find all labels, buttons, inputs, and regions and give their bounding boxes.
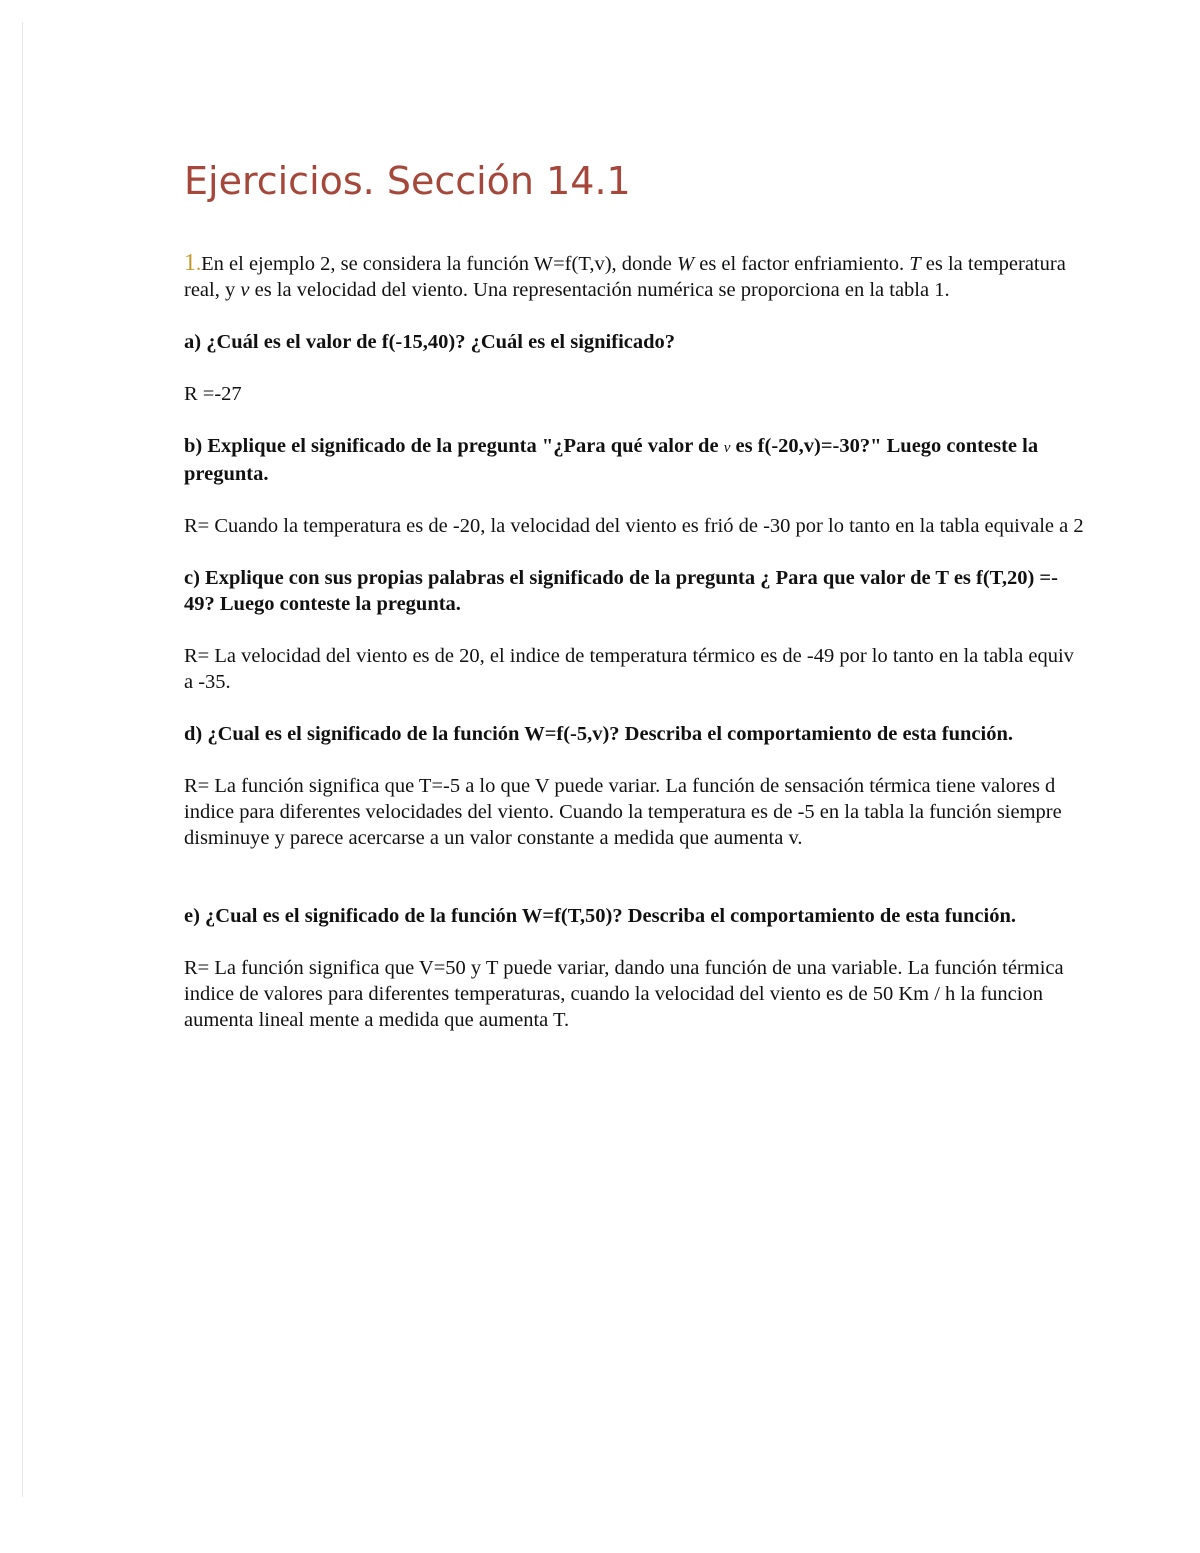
intro-var-w: W: [677, 253, 695, 275]
answer-b: R= Cuando la temperatura es de -20, la velocidad del viento es frió de -30 por lo tanto en la tabla equivale a 2: [184, 515, 1084, 537]
intro-text-d: real, y: [184, 279, 241, 301]
answer-e-line-2: indice de valores para diferentes temperaturas, cuando la velocidad del viento es de 50 Km / h la funcion: [184, 983, 1043, 1005]
question-b-var-v: v: [723, 440, 731, 456]
intro-line-2: [184, 277, 1200, 303]
exercise-number: 1: [184, 250, 196, 276]
question-c-line-1: c) Explique con sus propias palabras el significado de la pregunta ¿ Para que valor de T es f(T,20) =-: [184, 567, 1058, 589]
intro-line-1: [184, 250, 1200, 277]
answer-c-line-1: R= La velocidad del viento es de 20, el indice de temperatura térmico es de -49 por lo tanto en la tabla equiv: [184, 645, 1074, 667]
page-title: Ejercicios. Sección 14.1: [184, 159, 631, 203]
question-b-line-2: pregunta.: [184, 463, 269, 485]
intro-var-v: v: [240, 279, 250, 301]
intro-text-c: es la temperatura: [920, 253, 1066, 275]
intro-text-b: es el factor enfriamiento.: [694, 253, 910, 275]
document-body: [184, 150, 1200, 1033]
answer-a: R =-27: [184, 383, 242, 405]
answer-d-line-3: disminuye y parece acercarse a un valor constante a medida que aumenta v.: [184, 827, 803, 849]
answer-c-line-2: a -35.: [184, 671, 231, 693]
answer-d-line-2: indice para diferentes velocidades del viento. Cuando la temperatura es de -5 en la tabla la función siempre: [184, 801, 1062, 823]
intro-text-e: es la velocidad del viento. Una representación numérica se proporciona en la tabla 1.: [249, 279, 950, 301]
question-d: d) ¿Cual es el significado de la función W=f(-5,v)? Describa el comportamiento de esta función.: [184, 723, 1013, 745]
question-b-line-1: [184, 433, 1200, 461]
answer-e-line-1: R= La función significa que V=50 y T puede variar, dando una función de una variable. La función térmica: [184, 957, 1064, 979]
question-a: a) ¿Cuál es el valor de f(-15,40)? ¿Cuál es el significado?: [184, 331, 676, 353]
question-c-line-2: 49? Luego conteste la pregunta.: [184, 593, 461, 615]
question-b-text-a: b) Explique el significado de la pregunta "¿Para qué valor de: [184, 435, 724, 457]
answer-d-line-1: R= La función significa que T=-5 a lo que V puede variar. La función de sensación térmica tiene valores d: [184, 775, 1056, 797]
answer-e-line-3: aumenta lineal mente a medida que aumenta T.: [184, 1009, 570, 1031]
question-e: e) ¿Cual es el significado de la función W=f(T,50)? Describa el comportamiento de esta función.: [184, 905, 1017, 927]
page-edge-line: [22, 22, 23, 1497]
exercise-number-dot: .: [196, 253, 202, 275]
intro-var-t: T: [909, 253, 921, 275]
question-b-text-b: es f(-20,v)=-30?" Luego conteste la: [730, 435, 1039, 457]
intro-text-a: En el ejemplo 2, se considera la función W=f(T,v), donde: [201, 253, 678, 275]
